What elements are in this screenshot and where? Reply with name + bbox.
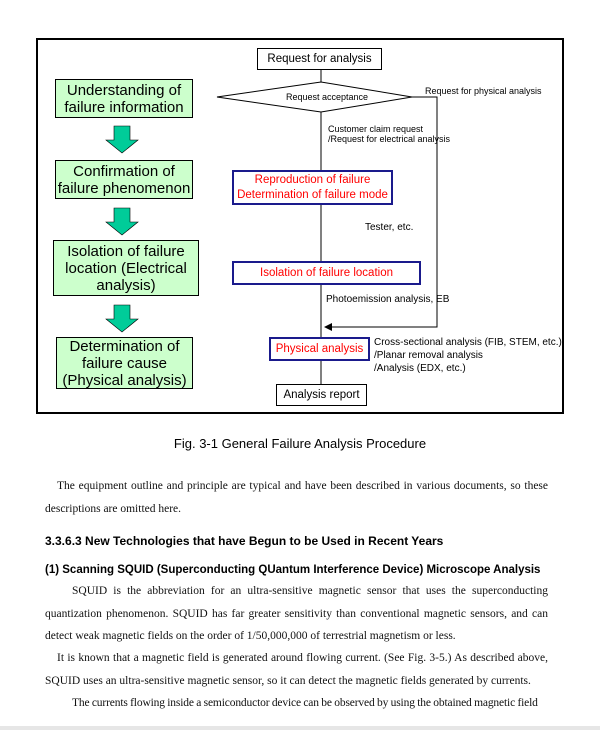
paragraph-squid: SQUID is the abbreviation for an ultra-sensitive magnetic sensor that uses the superconducting quantization phenomenon. SQUID has far greater sensitivity than conventional magnetic sensors, and can detect weak magnetic fields on the order of 1/50,000,000 of terrestrial magnetism or less. (45, 585, 548, 642)
reproduction-line-2: Determination of failure mode (237, 188, 388, 201)
physical-note-1: Cross-sectional analysis (FIB, STEM, etc.) (374, 337, 562, 348)
paragraph-magnetic-field: It is known that a magnetic field is generated around flowing current. (See Fig. 3-5.) As described above, SQUID uses an ultra-sensitive magnetic sensor, so it can detect the magnetic fields generated by currents. (45, 652, 548, 687)
section-heading: 3.3.6.3 New Technologies that have Begun to be Used in Recent Years (45, 534, 444, 548)
physical-request-label: Request for physical analysis (425, 86, 542, 96)
photoemission-label: Photoemission analysis, EB (326, 294, 450, 305)
analysis-report-box: Analysis report (276, 384, 367, 406)
down-arrow-icon (106, 208, 138, 235)
electrical-request-label: /Request for electrical analysis (328, 134, 451, 144)
request-for-analysis-box: Request for analysis (257, 48, 382, 70)
customer-claim-label: Customer claim request (328, 124, 424, 134)
step-confirmation: Confirmation of failure phenomenon (55, 160, 193, 199)
step-understanding: Understanding of failure information (55, 79, 193, 118)
tester-label: Tester, etc. (365, 222, 414, 233)
physical-note-3: /Analysis (EDX, etc.) (374, 363, 466, 374)
paragraph-equipment: The equipment outline and principle are typical and have been described in various documents, so these descriptions are omitted here. (45, 480, 548, 515)
down-arrow-icon (106, 126, 138, 153)
reproduction-box (232, 170, 393, 205)
step-arrows (106, 126, 138, 332)
page-bottom-edge (0, 726, 600, 730)
request-acceptance-label: Request acceptance (286, 92, 369, 102)
step-isolation: Isolation of failure location (Electrical analysis) (53, 240, 199, 296)
isolation-box: Isolation of failure location (232, 261, 421, 285)
figure-caption: Fig. 3-1 General Failure Analysis Procedure (173, 436, 427, 451)
arrowhead-icon (324, 323, 332, 331)
physical-analysis-box: Physical analysis (269, 337, 370, 361)
subsection-heading: (1) Scanning SQUID (Superconducting QUantum Interference Device) Microscope Analysis (45, 564, 541, 576)
down-arrow-icon (106, 305, 138, 332)
step-determination: Determination of failure cause (Physical analysis) (56, 337, 193, 389)
paragraph-currents: The currents flowing inside a semiconductor device can be observed by using the obtained magnetic field (72, 697, 538, 709)
physical-note-2: /Planar removal analysis (374, 350, 483, 361)
reproduction-line-1: Reproduction of failure (254, 173, 371, 186)
